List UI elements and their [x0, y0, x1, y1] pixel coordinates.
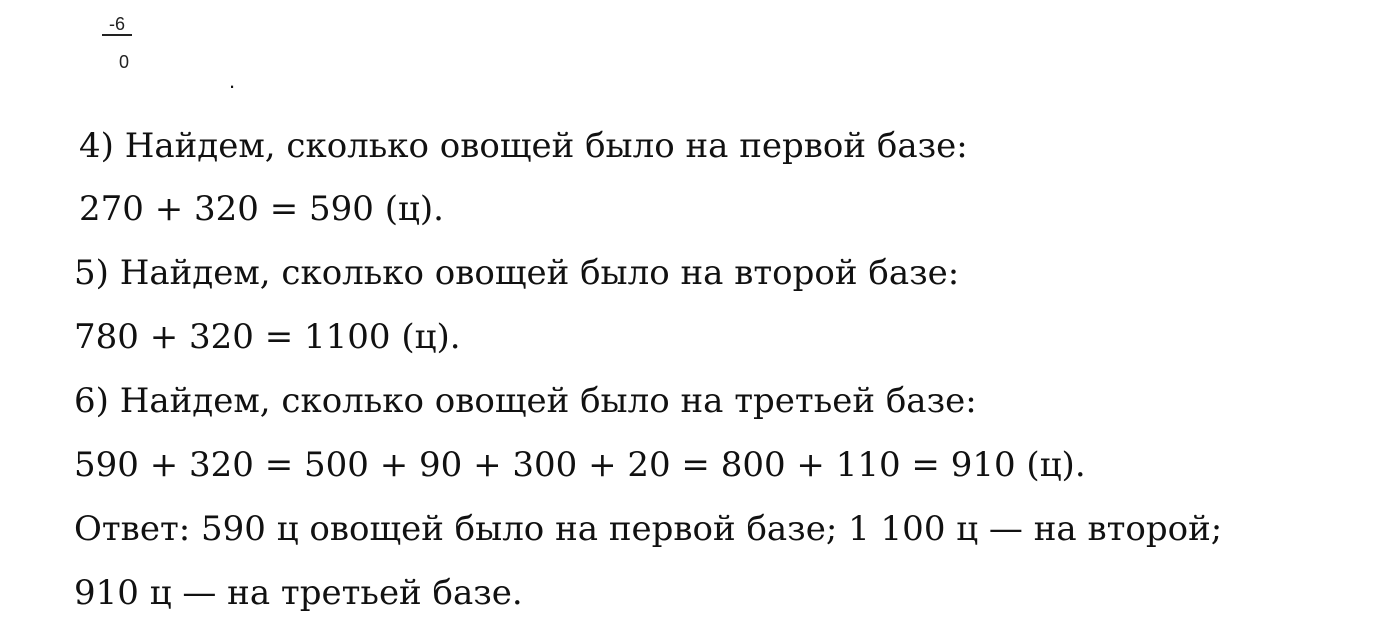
step-4-equation: 270 + 320 = 590 (ц). — [79, 189, 444, 229]
step-4-heading: 4) Найдем, сколько овощей было на первой базе: — [79, 126, 968, 166]
step-5-heading: 5) Найдем, сколько овощей было на второй базе: — [74, 253, 960, 293]
step-5-equation: 780 + 320 = 1100 (ц). — [74, 317, 461, 357]
step-6-equation: 590 + 320 = 500 + 90 + 300 + 20 = 800 + 110 = 910 (ц). — [74, 445, 1086, 485]
subtrahend-value: -6 — [102, 14, 132, 36]
difference-value: 0 — [119, 52, 130, 72]
answer-line-1: Ответ: 590 ц овощей было на первой базе; 1 100 ц — на второй; — [74, 509, 1223, 549]
answer-line-2: 910 ц — на третьей базе. — [74, 573, 523, 613]
stray-dot: . — [229, 68, 236, 93]
step-6-heading: 6) Найдем, сколько овощей было на третьей базе: — [74, 381, 977, 421]
